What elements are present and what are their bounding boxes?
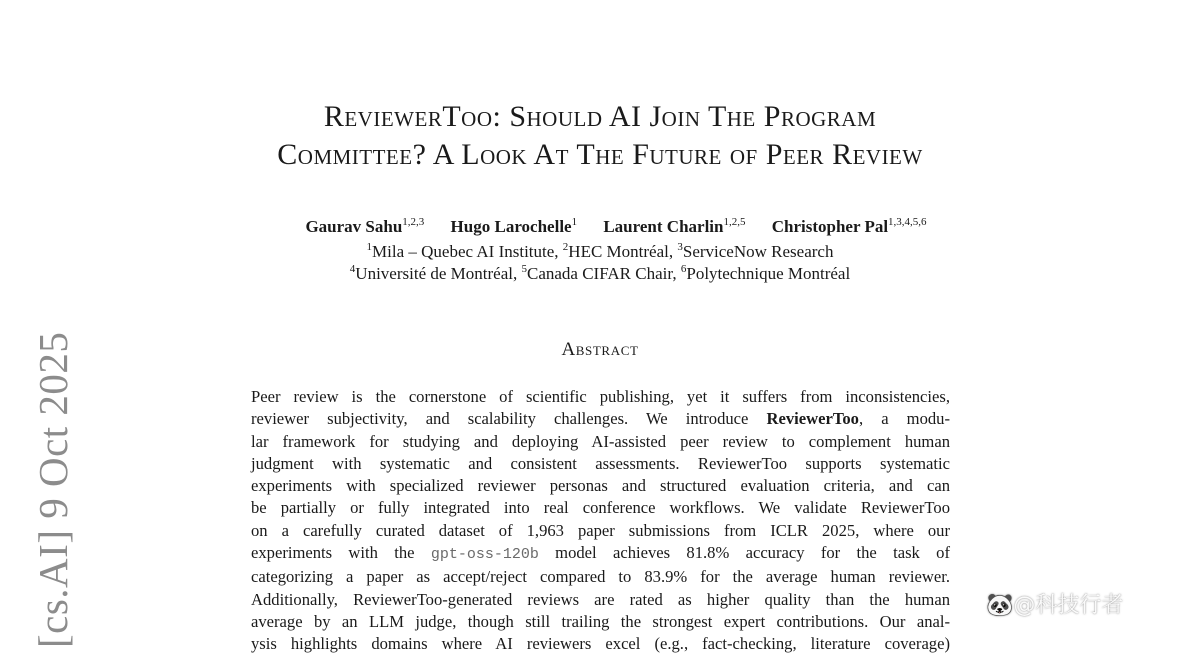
abstract-line: Additionally, ReviewerToo-generated reviews are rated as higher quality than the human: [251, 589, 950, 609]
abstract-line: ysis highlights domains where AI reviewers excel (e.g., fact-checking, literature coverage): [251, 634, 950, 654]
author-name: Christopher Pal: [771, 217, 889, 236]
affiliations-line-1: [0, 241, 1200, 263]
title-line-1: ReviewerToo: Should AI Join The Program: [323, 100, 877, 133]
abstract-line: categorizing a paper as accept/reject compared to 83.9% for the average human reviewer.: [251, 567, 950, 587]
affil-number: 1: [366, 241, 373, 253]
author-affil-marker: 1,2,5: [723, 216, 746, 228]
author-affil-marker: 1,2,3: [402, 216, 425, 228]
affil-name: Canada CIFAR Chair,: [526, 264, 681, 283]
abstract-line: [251, 542, 950, 566]
paper-title: [0, 98, 1200, 174]
abstract-text: model achieves 81.8% accuracy for the task of: [538, 543, 950, 563]
author-3: [603, 217, 745, 236]
author-affil-marker: 1,3,4,5,6: [888, 216, 927, 228]
affil-number: 5: [521, 263, 527, 275]
author-1: [305, 217, 424, 236]
abstract-line: [251, 408, 950, 430]
abstract-text: experiments with the: [251, 543, 431, 563]
affiliations-line-2: [0, 263, 1200, 285]
author-affil-marker: 1: [571, 216, 578, 228]
abstract-body: [251, 386, 950, 656]
affil-number: 2: [562, 241, 569, 253]
author-2: [451, 217, 578, 236]
affil-name: ServiceNow Research: [682, 242, 834, 261]
watermark: 🐼@科技行者: [986, 593, 1124, 618]
arxiv-stamp-text: [cs.AI] 9 Oct 2025: [30, 331, 76, 648]
author-4: [772, 217, 927, 236]
author-list: [0, 216, 1200, 238]
author-name: Hugo Larochelle: [450, 217, 572, 236]
abstract-text: , a modu-: [858, 409, 950, 429]
author-name: Laurent Charlin: [603, 217, 724, 236]
abstract-line: experiments with specialized reviewer personas and structured evaluation criteria, and can: [251, 476, 950, 496]
arxiv-stamp: [19, 331, 79, 652]
affil-name: Université de Montréal,: [355, 264, 522, 283]
affil-name: HEC Montréal,: [568, 242, 678, 261]
affil-name: Polytechnique Montréal: [686, 264, 851, 283]
abstract-heading: Abstract: [561, 339, 639, 360]
abstract-line: lar framework for studying and deploying AI-assisted peer review to complement human: [251, 431, 950, 451]
abstract-line: on a carefully curated dataset of 1,963 paper submissions from ICLR 2025, where our: [251, 520, 950, 540]
affil-number: 4: [349, 263, 356, 275]
abstract-line: average by an LLM judge, though still trailing the strongest expert contributions. Our anal-: [251, 611, 950, 631]
framework-name: ReviewerToo: [766, 409, 859, 429]
affil-number: 6: [680, 263, 687, 275]
author-name: Gaurav Sahu: [305, 217, 403, 236]
abstract-line: Peer review is the cornerstone of scientific publishing, yet it suffers from inconsistencies,: [251, 387, 950, 406]
abstract-line: judgment with systematic and consistent assessments. ReviewerToo supports systematic: [251, 453, 950, 473]
title-line-2: Committee? A Look At The Future of Peer Review: [277, 138, 923, 171]
abstract-line: be partially or fully integrated into real conference workflows. We validate ReviewerToo: [251, 498, 950, 518]
model-name-code: gpt-oss-120b: [430, 546, 539, 564]
affil-name: Mila – Quebec AI Institute,: [372, 242, 563, 261]
affil-number: 3: [677, 241, 683, 253]
abstract-text: reviewer subjectivity, and scalability challenges. We introduce: [251, 409, 767, 429]
